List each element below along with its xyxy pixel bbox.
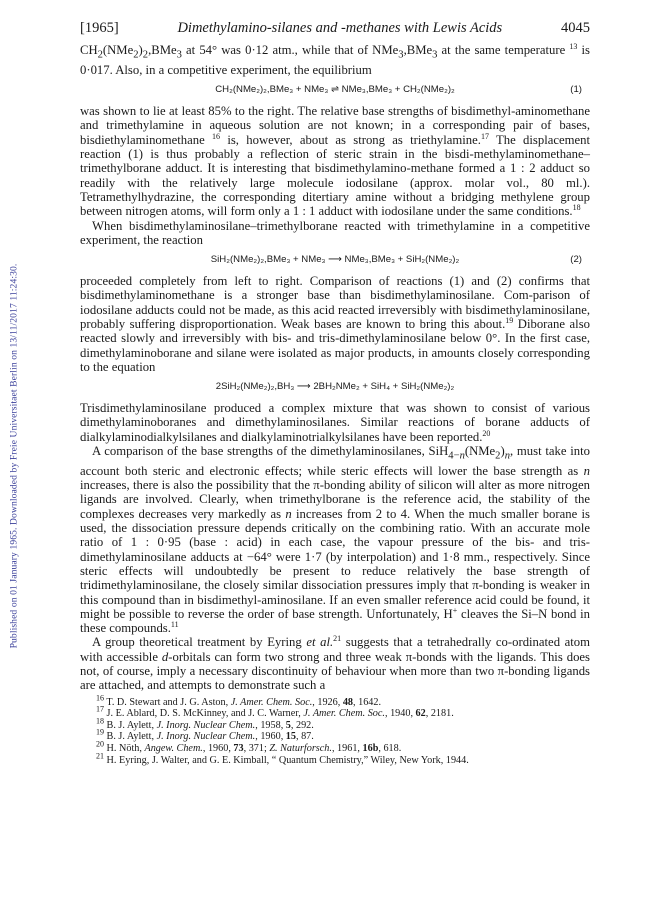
footnote-21: $^{21}$ H. Eyring, J. Walter, and G. E. Kimball, “ Quantum Chemistry,” Wiley, New York, 1944.	[96, 751, 469, 766]
paragraph-4: proceeded completely from left to right. Comparison of reactions (1) and (2) confirms that bisdimethylaminomethane is a stronger base than bisdimethylaminosilane. Com-parison of iodosilane adducts could not be made, as this acid reacted irreversibly with bisdimethylaminosilane, probably suffering disproportionation. Weak bases are known to bring this about.$^{19}$ Diborane also reacted slowly and irreversibly with bis- and tris-dimethylaminosilane below 0°. In the first case, dimethylaminoborane and silane were isolated as major products, in amounts closely corresponding to the equation	[80, 274, 590, 374]
footnote-19: $^{19}$ B. J. Aylett, J. Inorg. Nuclear Chem., 1960, 15, 87.	[96, 728, 314, 743]
paper-page	[80, 20, 590, 766]
paragraph-7: A group theoretical treatment by Eyring et al.$^{21}$ suggests that a tetrahedrally co-ordinated atom with accessible d-orbitals can form two strong and three weak π-bonds with the ligands. This does not, of course, imply a necessary discontinuity of behaviour when more than two π-bonding ligands are attached, and attempts to demonstrate such a	[80, 634, 591, 693]
page-number: 4045	[560, 20, 590, 36]
equation-1	[80, 82, 590, 98]
equation-3-body: 2SiH₂(NMe₂)₂,BH₃ ⟶ 2BH₂NMe₂ + SiH₄ + SiH₂(NMe₂)₂	[215, 381, 455, 393]
footnote-20: $^{20}$ H. Nöth, Angew. Chem., 1960, 73, 371; Z. Naturforsch., 1961, 16b, 618.	[96, 739, 402, 755]
equation-2	[80, 252, 590, 268]
equation-2-body: SiH₂(NMe₂)₂,BMe₃ + NMe₃ ⟶ NMe₃,BMe₃ + SiH₂(NMe₂)₂	[210, 254, 460, 266]
equation-2-number: (2)	[570, 254, 582, 266]
paragraph-6: A comparison of the base strengths of the dimethylaminosilanes, $SiH_{4-n}(NMe_2)_n$, must take into account both steric and electronic effects; while steric effects will lower the base strength as n increases, there is also the possibility that the π-bonding ability of silicon will alter as more nitrogen ligands are involved. Clearly, when trimethylborane is the reference acid, the stability of the complexes decreases very markedly as n increases from 2 to 4. When the much smaller borane is used, the dissociation pressure depends critically on the combining ratio. With an accurate mole ratio of 1 : 0·95 (base : acid) in each case, the vapour pressure of the bis- and tris-dimethylaminosilane adducts at −64° were 1·7 (by interpolation) and 1·8 mm., respectively. Since steric effects will undoubtedly be present to reduce relatively the base strength of tridimethylaminosilane, the closely similar dissociation pressures imply that π-bonding is weaker in this compound than in bisdimethyl-aminosilane. If an even smaller reference acid could be found, it might be possible to reverse the order of base strength. Unfortunately, H+ cleaves the Si–N bond in these compounds.$^{11}$	[80, 444, 591, 636]
paragraph-1: $CH_2(NMe_2)_2,BMe_3$ at 54° was 0·12 atm., while that of NMe$_3$,BMe$_3$ at the same temperature $^{13}$ is 0·017. Also, in a competitive experiment, the equilibrium	[80, 41, 590, 77]
equation-1-number: (1)	[570, 84, 582, 96]
footnotes	[80, 693, 590, 767]
paragraph-2: was shown to lie at least 85% to the right. The relative base strengths of bisdimethyl-aminomethane and trimethylamine in aqueous solution are not known; in a corresponding pair of bases, bisdiethylaminomethane $^{16}$ is, however, about as strong as triethylamine.$^{17}$ The displacement reaction (1) is thus probably a reflection of steric strain in the bisdi-methylaminomethane–trimethylborane adduct. It is interesting that bisdimethylamino-methane formed a 1 : 2 adduct so readily with the relatively large molecule iodosilane (approx. molar vol., 80 ml.). Tetramethylhydrazine, the corresponding ditertiary amine without a bridging methylene group between nitrogen atoms, will form only a 1 : 1 adduct with iodosilane under the same conditions.$^{18}$	[80, 104, 590, 219]
equation-1-body: CH₂(NMe₂)₂,BMe₃ + NMe₃ ⇌ NMe₃,BMe₃ + CH₂(NMe₂)₂	[215, 84, 455, 96]
download-watermark	[0, 0, 26, 912]
footnote-18: $^{18}$ B. J. Aylett, J. Inorg. Nuclear Chem., 1958, 5, 292.	[96, 716, 314, 731]
running-header	[80, 20, 590, 37]
paragraph-5: Trisdimethylaminosilane produced a complex mixture that was shown to consist of various dimethylaminoboranes and dimethylaminosilanes. Similar reactions of borane adducts of dialkylaminodialkylsilanes and dialkylaminotrialkylsilanes have been reported.$^{20}$	[80, 401, 590, 444]
paragraph-3: When bisdimethylaminosilane–trimethylborane reacted with trimethylamine in a competitive experiment, the reaction	[80, 218, 590, 247]
footnote-17: $^{17}$ J. E. Ablard, D. S. McKinney, and J. C. Warner, J. Amer. Chem. Soc., 1940, 62, 2181.	[96, 704, 454, 720]
header-year: [1965]	[80, 20, 119, 36]
footnote-16: $^{16}$ T. D. Stewart and J. G. Aston, J. Amer. Chem. Soc., 1926, 48, 1642.	[96, 693, 382, 708]
header-title: Dimethylamino-silanes and -methanes with Lewis Acids	[177, 20, 503, 36]
download-watermark-text: Published on 01 January 1965. Downloaded by Freie Universitaet Berlin on 13/11/2017 11:24:30.	[8, 263, 20, 649]
equation-3	[80, 379, 590, 395]
